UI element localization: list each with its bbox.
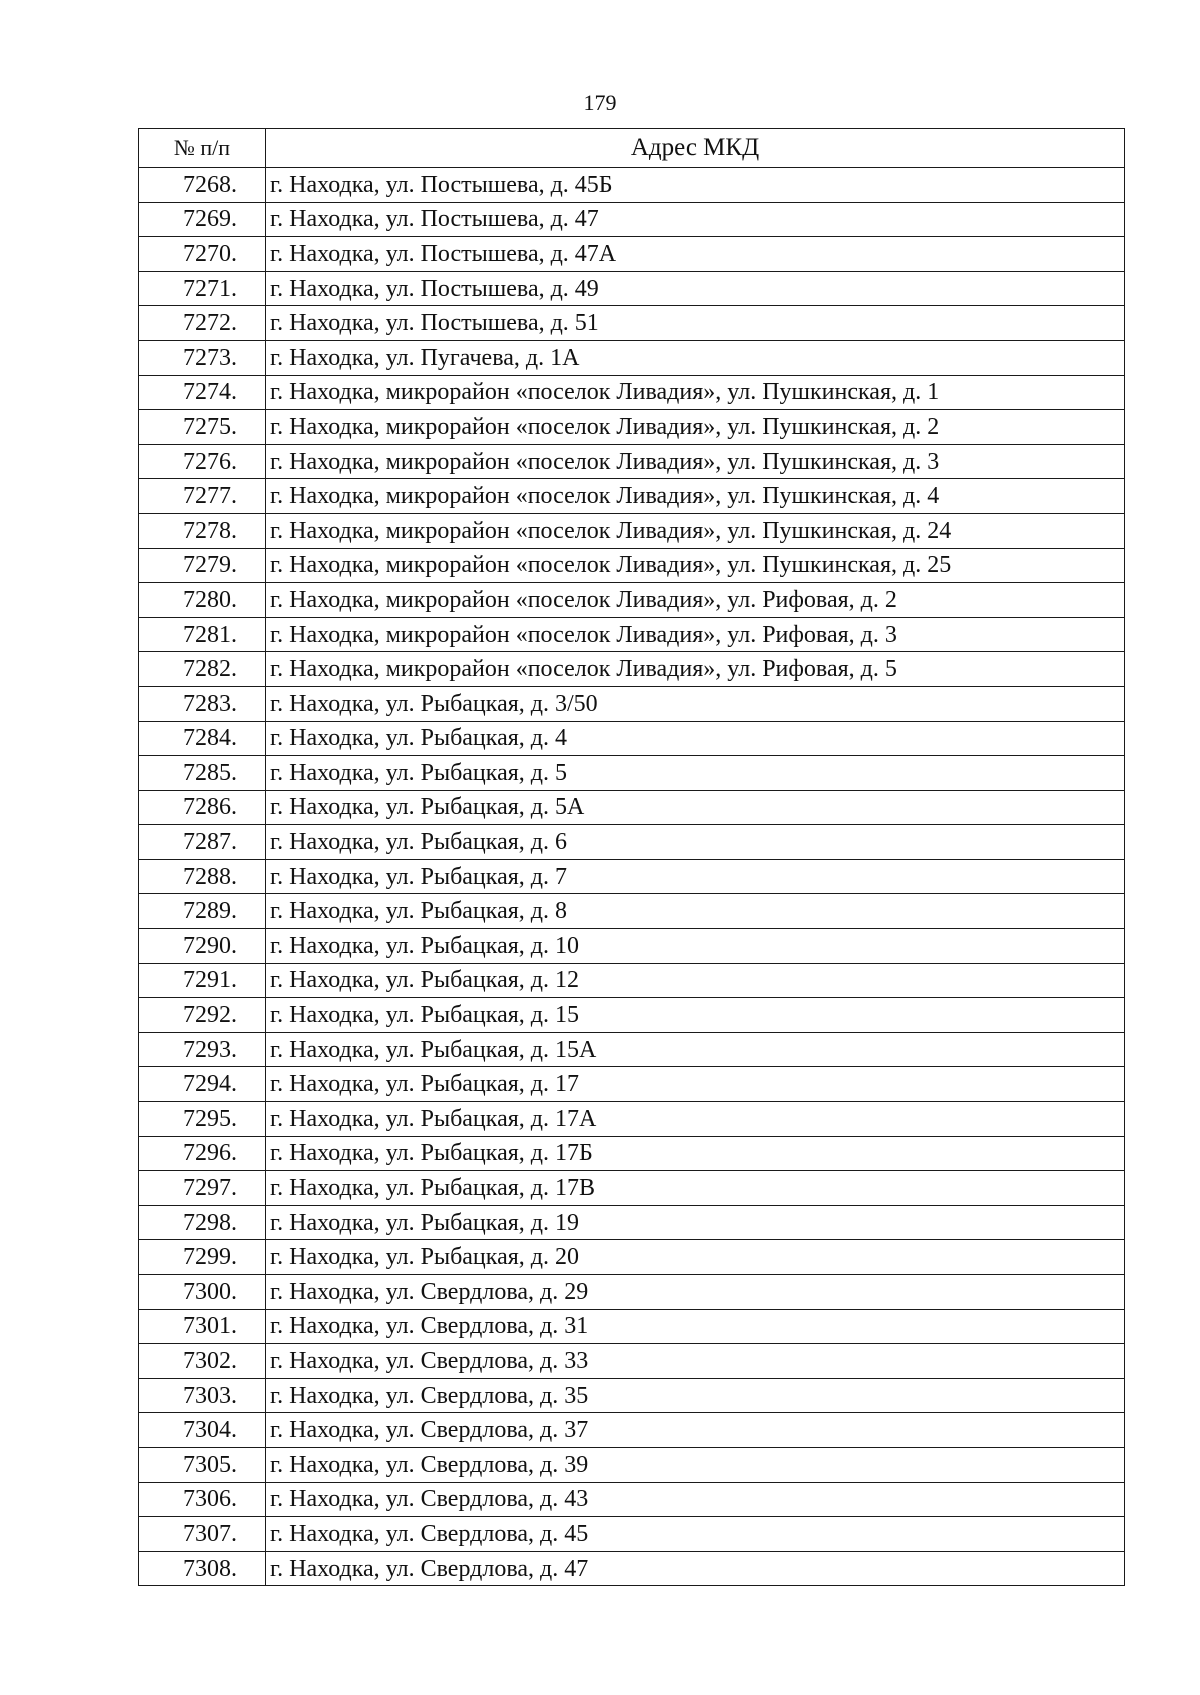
row-address: г. Находка, ул. Рыбацкая, д. 15А [266,1032,1125,1067]
row-number: 7308. [139,1551,266,1586]
row-number: 7300. [139,1275,266,1310]
table-row [139,998,1125,1033]
table-row [139,756,1125,791]
table-row [139,617,1125,652]
row-address: г. Находка, ул. Свердлова, д. 29 [266,1275,1125,1310]
row-address: г. Находка, ул. Рыбацкая, д. 15 [266,998,1125,1033]
table-row [139,583,1125,618]
table-row [139,1240,1125,1275]
row-address: г. Находка, ул. Рыбацкая, д. 20 [266,1240,1125,1275]
row-number: 7292. [139,998,266,1033]
row-number: 7304. [139,1413,266,1448]
row-number: 7280. [139,583,266,618]
table-row [139,1275,1125,1310]
row-number: 7281. [139,617,266,652]
row-address: г. Находка, ул. Пугачева, д. 1А [266,340,1125,375]
table-row [139,306,1125,341]
row-address: г. Находка, ул. Постышева, д. 45Б [266,168,1125,203]
table-row [139,1102,1125,1137]
row-number: 7286. [139,790,266,825]
row-address: г. Находка, ул. Рыбацкая, д. 4 [266,721,1125,756]
table-row [139,686,1125,721]
row-address: г. Находка, ул. Свердлова, д. 39 [266,1447,1125,1482]
table-row [139,1551,1125,1586]
row-number: 7270. [139,237,266,272]
row-number: 7290. [139,929,266,964]
table-row [139,168,1125,203]
row-address: г. Находка, ул. Рыбацкая, д. 10 [266,929,1125,964]
row-address: г. Находка, микрорайон «поселок Ливадия», ул. Пушкинская, д. 4 [266,479,1125,514]
column-header-number: № п/п [139,129,266,168]
table-row [139,894,1125,929]
row-address: г. Находка, микрорайон «поселок Ливадия», ул. Рифовая, д. 5 [266,652,1125,687]
table-row [139,929,1125,964]
row-address: г. Находка, микрорайон «поселок Ливадия», ул. Пушкинская, д. 2 [266,410,1125,445]
table-row [139,410,1125,445]
row-number: 7271. [139,271,266,306]
row-address: г. Находка, ул. Постышева, д. 47 [266,202,1125,237]
row-number: 7294. [139,1067,266,1102]
row-number: 7283. [139,686,266,721]
row-number: 7301. [139,1309,266,1344]
row-number: 7277. [139,479,266,514]
table-row [139,721,1125,756]
row-number: 7299. [139,1240,266,1275]
row-address: г. Находка, ул. Свердлова, д. 45 [266,1517,1125,1552]
table-row [139,479,1125,514]
table-body [139,168,1125,1586]
row-address: г. Находка, микрорайон «поселок Ливадия», ул. Пушкинская, д. 25 [266,548,1125,583]
table-row [139,1205,1125,1240]
row-address: г. Находка, ул. Рыбацкая, д. 17Б [266,1136,1125,1171]
row-number: 7295. [139,1102,266,1137]
row-number: 7297. [139,1171,266,1206]
row-number: 7307. [139,1517,266,1552]
table-row [139,1309,1125,1344]
row-number: 7275. [139,410,266,445]
row-number: 7302. [139,1344,266,1379]
table-row [139,271,1125,306]
row-address: г. Находка, ул. Рыбацкая, д. 8 [266,894,1125,929]
row-address: г. Находка, микрорайон «поселок Ливадия», ул. Пушкинская, д. 1 [266,375,1125,410]
table-row [139,1344,1125,1379]
row-number: 7268. [139,168,266,203]
row-number: 7276. [139,444,266,479]
table-row [139,1447,1125,1482]
row-address: г. Находка, ул. Свердлова, д. 31 [266,1309,1125,1344]
table-row [139,1171,1125,1206]
row-number: 7285. [139,756,266,791]
row-address: г. Находка, ул. Рыбацкая, д. 5А [266,790,1125,825]
row-address: г. Находка, ул. Рыбацкая, д. 17 [266,1067,1125,1102]
row-address: г. Находка, ул. Рыбацкая, д. 19 [266,1205,1125,1240]
row-address: г. Находка, ул. Свердлова, д. 33 [266,1344,1125,1379]
table-row [139,513,1125,548]
row-number: 7273. [139,340,266,375]
row-number: 7296. [139,1136,266,1171]
row-address: г. Находка, ул. Свердлова, д. 47 [266,1551,1125,1586]
row-address: г. Находка, микрорайон «поселок Ливадия», ул. Пушкинская, д. 3 [266,444,1125,479]
row-number: 7303. [139,1378,266,1413]
row-address: г. Находка, микрорайон «поселок Ливадия», ул. Пушкинская, д. 24 [266,513,1125,548]
page-number: 179 [583,90,617,115]
table-header-row [139,129,1125,168]
row-address: г. Находка, ул. Рыбацкая, д. 17В [266,1171,1125,1206]
table-row [139,548,1125,583]
table-row [139,1136,1125,1171]
row-number: 7287. [139,825,266,860]
row-number: 7278. [139,513,266,548]
table-row [139,1032,1125,1067]
row-number: 7272. [139,306,266,341]
table-row [139,652,1125,687]
row-address: г. Находка, микрорайон «поселок Ливадия», ул. Рифовая, д. 2 [266,583,1125,618]
row-number: 7293. [139,1032,266,1067]
table-row [139,375,1125,410]
row-number: 7269. [139,202,266,237]
row-address: г. Находка, ул. Рыбацкая, д. 7 [266,859,1125,894]
table-row [139,1378,1125,1413]
table-row [139,202,1125,237]
table-row [139,859,1125,894]
row-address: г. Находка, ул. Рыбацкая, д. 6 [266,825,1125,860]
row-number: 7282. [139,652,266,687]
row-number: 7291. [139,963,266,998]
table-row [139,963,1125,998]
table-row [139,1517,1125,1552]
table-row [139,340,1125,375]
row-number: 7284. [139,721,266,756]
row-address: г. Находка, микрорайон «поселок Ливадия», ул. Рифовая, д. 3 [266,617,1125,652]
row-address: г. Находка, ул. Постышева, д. 51 [266,306,1125,341]
row-number: 7274. [139,375,266,410]
row-address: г. Находка, ул. Рыбацкая, д. 5 [266,756,1125,791]
row-number: 7305. [139,1447,266,1482]
row-address: г. Находка, ул. Постышева, д. 49 [266,271,1125,306]
row-address: г. Находка, ул. Свердлова, д. 37 [266,1413,1125,1448]
row-address: г. Находка, ул. Свердлова, д. 43 [266,1482,1125,1517]
table-row [139,237,1125,272]
row-address: г. Находка, ул. Рыбацкая, д. 17А [266,1102,1125,1137]
row-number: 7279. [139,548,266,583]
table-row [139,1067,1125,1102]
row-address: г. Находка, ул. Свердлова, д. 35 [266,1378,1125,1413]
table-row [139,444,1125,479]
table-row [139,825,1125,860]
row-number: 7289. [139,894,266,929]
row-number: 7298. [139,1205,266,1240]
table-row [139,1413,1125,1448]
table-row [139,790,1125,825]
row-number: 7306. [139,1482,266,1517]
table-row [139,1482,1125,1517]
row-address: г. Находка, ул. Рыбацкая, д. 12 [266,963,1125,998]
column-header-address: Адрес МКД [266,129,1125,168]
row-address: г. Находка, ул. Рыбацкая, д. 3/50 [266,686,1125,721]
address-table [138,128,1125,1586]
row-address: г. Находка, ул. Постышева, д. 47А [266,237,1125,272]
row-number: 7288. [139,859,266,894]
